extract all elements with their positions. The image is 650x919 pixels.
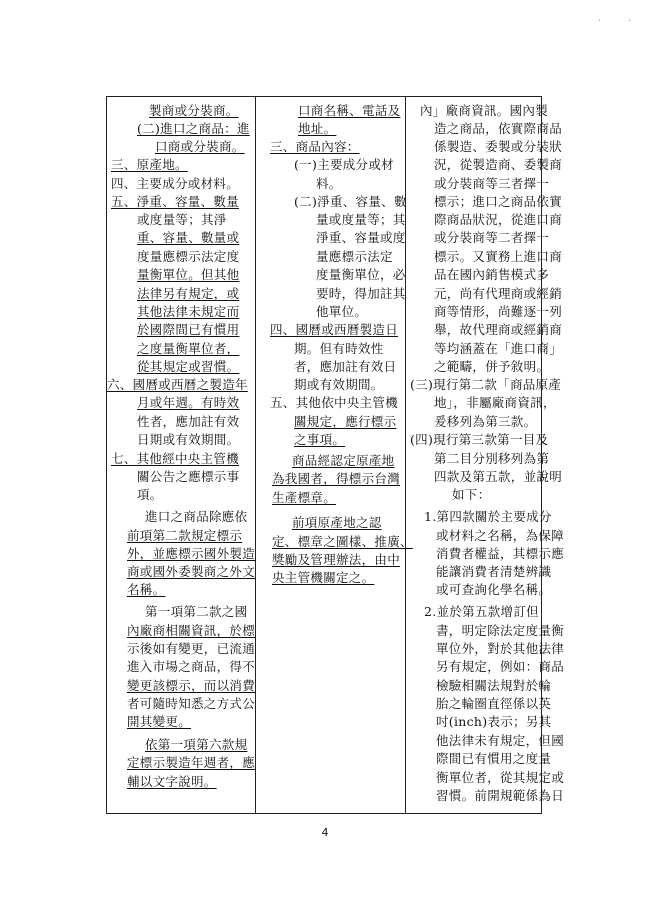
column-amended-text bbox=[107, 97, 256, 813]
text-line: 示後如有變更，已流通 bbox=[127, 641, 256, 656]
text-line: 四款及第五款，並說明 bbox=[434, 469, 563, 484]
text-line: 生產標章。 bbox=[272, 490, 337, 505]
text-line: 1.第四款關於主要成分 bbox=[424, 509, 552, 524]
text-line: 量或度量等；其 bbox=[316, 212, 406, 227]
scan-mark: · bbox=[628, 16, 632, 27]
text-line: 第二目分別移列為第 bbox=[434, 451, 550, 466]
text-line: 他單位。 bbox=[316, 304, 368, 319]
text-line: 量應標示法定 bbox=[316, 249, 393, 264]
text-line: 2.並於第五款增訂但 bbox=[424, 604, 539, 619]
text-line: (二)淨重、容量、數 bbox=[294, 194, 407, 209]
text-line: 法律另有規定，或 bbox=[137, 286, 240, 301]
text-line: 者可隨時知悉之方式公 bbox=[127, 696, 256, 711]
text-line: 度量衡單位，必 bbox=[316, 267, 406, 282]
text-line: (三)現行第二款「商品原產 bbox=[410, 377, 562, 392]
text-line: 商品經認定原產地 bbox=[292, 453, 395, 468]
text-line: 能讓消費者清楚辨識 bbox=[436, 564, 552, 579]
text-line: 或材料之名稱，為保障 bbox=[436, 528, 565, 543]
text-line: 元，尚有代理商或經銷 bbox=[434, 286, 563, 301]
text-line: 舉，故代理商或經銷商 bbox=[434, 322, 563, 337]
text-line: 或分裝商等二者擇一 bbox=[434, 230, 550, 245]
text-line: 如下： bbox=[452, 487, 491, 502]
text-line: 吋(inch)表示；另其 bbox=[436, 714, 552, 729]
text-line: 從其規定或習慣。 bbox=[137, 359, 240, 374]
text-line: 內」廠商資訊。國內製 bbox=[420, 103, 549, 118]
text-line: 為我國者，得標示台灣 bbox=[272, 471, 401, 486]
text-line: (一)主要成分或材 bbox=[294, 157, 394, 172]
text-line: 前項原產地之認 bbox=[292, 515, 382, 530]
text-line: 五、淨重、容量、數量 bbox=[111, 194, 240, 209]
text-line: 於國際間已有慣用 bbox=[137, 322, 240, 337]
text-line: 定標示製造年週者，應 bbox=[127, 755, 256, 770]
text-line: 檢驗相關法規對於輪 bbox=[436, 678, 552, 693]
text-line: 或度量等；其淨 bbox=[137, 212, 227, 227]
text-line: (四)現行第三款第一目及 bbox=[410, 432, 549, 447]
text-line: 重、容量、數量或 bbox=[137, 230, 240, 245]
text-line: 標示；進口之商品依實 bbox=[434, 194, 563, 209]
text-line: 期或有效期間。 bbox=[294, 377, 384, 392]
text-line: 之範疇，併予敘明。 bbox=[434, 359, 550, 374]
text-line: 內廠商相關資訊，於標 bbox=[127, 623, 256, 638]
text-line: 三、原產地。 bbox=[111, 157, 188, 172]
scan-mark: · bbox=[598, 16, 602, 27]
text-line: 六、國曆或西曆之製造年 bbox=[107, 377, 248, 392]
text-line: 料。 bbox=[316, 176, 342, 191]
text-line: 要時，得加註其 bbox=[316, 286, 406, 301]
text-line: 或可查詢化學名稱。 bbox=[436, 582, 552, 597]
text-line: 性者，應加註有效 bbox=[137, 414, 240, 429]
text-line: 名稱。 bbox=[127, 582, 166, 597]
text-line: 他法律未有規定，但國 bbox=[436, 733, 565, 748]
text-line: 四、主要成分或材料。 bbox=[111, 176, 240, 191]
text-line: 其他法律未規定而 bbox=[137, 304, 240, 319]
text-line: 項。 bbox=[137, 487, 163, 502]
text-line: 輔以文字說明。 bbox=[127, 774, 217, 789]
text-line: 消費者權益，其標示應 bbox=[436, 546, 565, 561]
text-line: 日期或有效期間。 bbox=[137, 432, 240, 447]
text-line: 央主管機關定之。 bbox=[272, 570, 375, 585]
text-line: 標示。又實務上進口商 bbox=[434, 249, 563, 264]
text-line: 五、其他依中央主管機 bbox=[270, 395, 399, 410]
page-number: 4 bbox=[321, 826, 329, 839]
text-line: 等均涵蓋在「進口商」 bbox=[434, 341, 563, 356]
text-line: 之事項。 bbox=[294, 432, 346, 447]
text-line: 者，應加註有效日 bbox=[294, 359, 397, 374]
text-line: 口商名稱、電話及 bbox=[298, 103, 401, 118]
text-line: 關公告之應標示事 bbox=[137, 469, 240, 484]
text-line: 度量應標示法定度 bbox=[137, 249, 240, 264]
text-line: 口商或分裝商。 bbox=[155, 139, 245, 154]
text-line: 衡單位者，從其規定或 bbox=[436, 770, 565, 785]
text-line: 前項第二款規定標示 bbox=[127, 528, 243, 543]
text-line: 第一項第二款之國 bbox=[145, 604, 248, 619]
text-line: 單位外，對於其他法律 bbox=[436, 641, 565, 656]
text-line: 際間已有慣用之度量 bbox=[436, 751, 552, 766]
text-line: 習慣。前開規範係為日 bbox=[436, 788, 565, 803]
text-line: 獎勵及管理辦法，由中 bbox=[272, 552, 401, 567]
text-line: 際商品狀況，從進口商 bbox=[434, 212, 563, 227]
text-line: 品在國內銷售模式多 bbox=[434, 267, 550, 282]
column-explanation bbox=[406, 97, 565, 813]
comparison-table bbox=[106, 96, 565, 814]
text-line: 地」，非屬廠商資訊， bbox=[434, 395, 556, 410]
text-line: 胎之輪圈直徑係以英 bbox=[436, 696, 552, 711]
text-line: 期。但有時效性 bbox=[294, 341, 384, 356]
text-line: 造之商品，依實際商品 bbox=[434, 121, 563, 136]
text-line: 四、國曆或西曆製造日 bbox=[270, 322, 399, 337]
text-line: 商等情形，尚難逐一列 bbox=[434, 304, 563, 319]
text-line: 之度量衡單位者， bbox=[137, 341, 240, 356]
text-line: 製商或分裝商。 bbox=[149, 103, 239, 118]
text-line: 書，明定除法定度量衡 bbox=[436, 623, 565, 638]
text-line: (二)進口之商品：進 bbox=[137, 121, 250, 136]
text-line: 淨重、容量或度 bbox=[316, 230, 406, 245]
text-line: 另有規定，例如：商品 bbox=[436, 659, 565, 674]
text-line: 外，並應標示國外製造 bbox=[127, 546, 256, 561]
text-line: 三、商品內容： bbox=[270, 139, 360, 154]
text-line: 量衡單位。但其他 bbox=[137, 267, 240, 282]
text-line: 況，從製造商、委製商 bbox=[434, 157, 563, 172]
text-line: 七、其他經中央主管機 bbox=[111, 451, 240, 466]
text-line: 係製造、委製或分裝狀 bbox=[434, 139, 563, 154]
text-line: 依第一項第六款規 bbox=[145, 737, 248, 752]
text-line: 定、標章之圖樣、推廣、 bbox=[272, 534, 413, 549]
text-line: 開其變更。 bbox=[127, 714, 192, 729]
text-line: 進口之商品除應依 bbox=[145, 509, 248, 524]
text-line: 關規定，應行標示 bbox=[294, 414, 397, 429]
column-current-text bbox=[256, 97, 413, 813]
text-line: 地址。 bbox=[298, 121, 337, 136]
text-line: 或分裝商等三者擇一 bbox=[434, 176, 550, 191]
text-line: 進入市場之商品，得不 bbox=[127, 659, 256, 674]
text-line: 爰移列為第三款。 bbox=[434, 414, 537, 429]
text-line: 月或年週。有時效 bbox=[137, 395, 240, 410]
text-line: 變更該標示，而以消費 bbox=[127, 678, 256, 693]
text-line: 商或國外委製商之外文 bbox=[127, 564, 256, 579]
